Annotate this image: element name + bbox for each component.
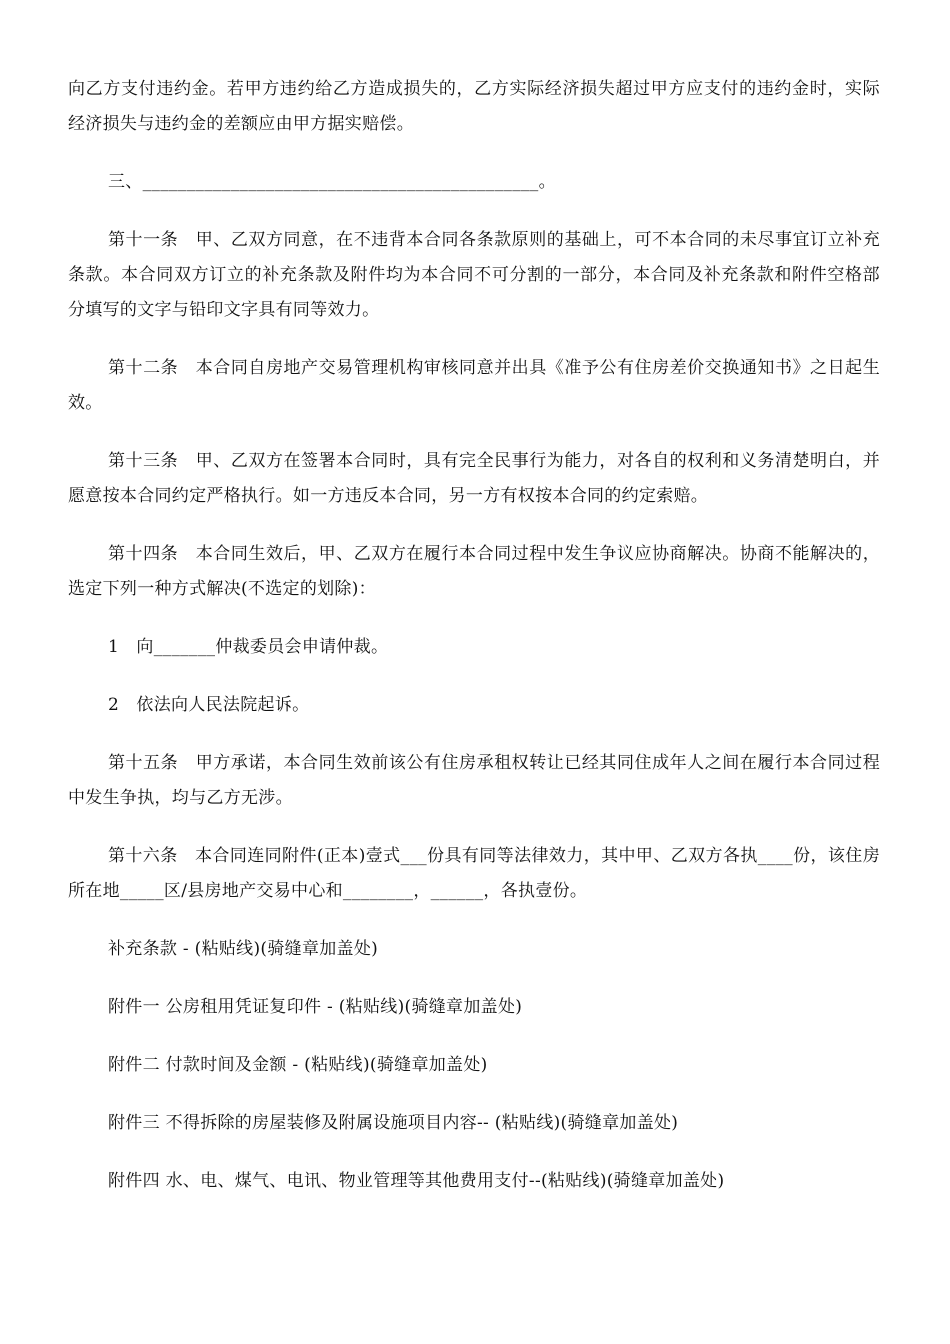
- supplementary-terms: 补充条款 - (粘贴线)(骑缝章加盖处): [108, 939, 379, 959]
- article-13: 第十三条 甲、乙双方在签署本合同时，具有完全民事行为能力，对各自的权利和义务清楚明白，并愿意按本合同约定严格执行。如一方违反本合同，另一方有权按本合同的约定索赔。: [68, 451, 880, 506]
- paragraph-clause-three: 三、_____________________________________________。: [108, 172, 556, 192]
- article-12: 第十二条 本合同自房地产交易管理机构审核同意并出具《准予公有住房差价交换通知书》之日起生效。: [68, 358, 880, 413]
- attachment-2: 附件二 付款时间及金额 - (粘贴线)(骑缝章加盖处): [108, 1055, 488, 1075]
- attachment-1: 附件一 公房租用凭证复印件 - (粘贴线)(骑缝章加盖处): [108, 997, 523, 1017]
- dispute-option-1: 1 向_______仲裁委员会申请仲裁。: [108, 637, 389, 657]
- document-body: [68, 72, 880, 1199]
- article-16: 第十六条 本合同连同附件(正本)壹式___份具有同等法律效力，其中甲、乙双方各执____份，该住房所在地_____区/县房地产交易中心和________，______，各执壹份。: [68, 846, 880, 901]
- article-15: 第十五条 甲方承诺，本合同生效前该公有住房承租权转让已经其同住成年人之间在履行本合同过程中发生争执，均与乙方无涉。: [68, 753, 880, 808]
- dispute-option-2: 2 依法向人民法院起诉。: [108, 695, 310, 715]
- attachment-4: 附件四 水、电、煤气、电讯、物业管理等其他费用支付--(粘贴线)(骑缝章加盖处): [108, 1171, 725, 1191]
- paragraph-penalty: 向乙方支付违约金。若甲方违约给乙方造成损失的，乙方实际经济损失超过甲方应支付的违约金时，实际经济损失与违约金的差额应由甲方据实赔偿。: [68, 79, 880, 134]
- attachment-3: 附件三 不得拆除的房屋装修及附属设施项目内容-- (粘贴线)(骑缝章加盖处): [108, 1113, 679, 1133]
- article-11: 第十一条 甲、乙双方同意，在不违背本合同各条款原则的基础上，可不本合同的未尽事宜订立补充条款。本合同双方订立的补充条款及附件均为本合同不可分割的一部分，本合同及补充条款和附件空格部分填写的文字与铅印文字具有同等效力。: [68, 230, 880, 320]
- article-14: 第十四条 本合同生效后，甲、乙双方在履行本合同过程中发生争议应协商解决。协商不能解决的，选定下列一种方式解决(不选定的划除)：: [68, 544, 880, 599]
